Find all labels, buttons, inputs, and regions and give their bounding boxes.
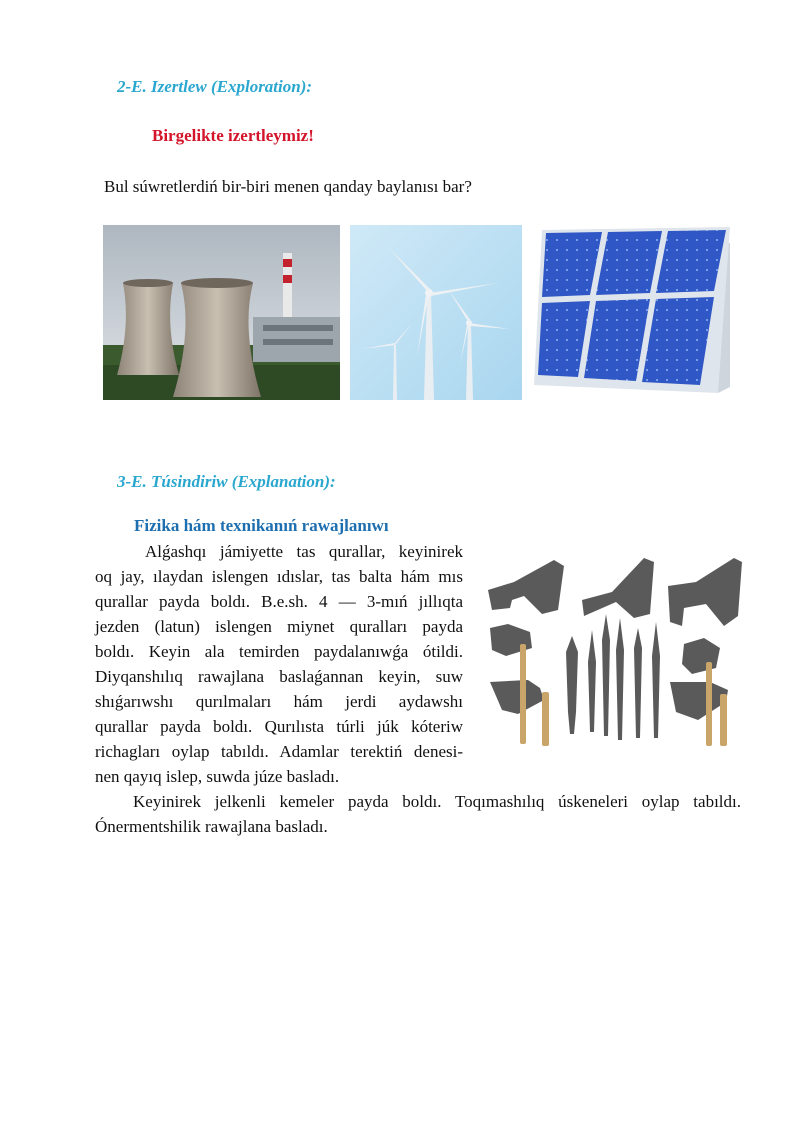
paragraph-line: Diyqanshılıq rawajlana baslaǵannan keyin, suw	[95, 667, 463, 686]
paragraph-line: shıǵarıwshı qurılmaları hám jerdi aydawshı	[95, 692, 463, 711]
paragraph-line: Keyinirek jelkenli kemeler payda boldı. Toqımashılıq úskeneleri oylap tabıldı.	[133, 792, 741, 811]
paragraph-line: oq jay, ılaydan islengen ıdıslar, tas balta hám mıs	[95, 567, 463, 586]
paragraph-line: nen qayıq islep, suwda júze basladı.	[95, 767, 340, 786]
paragraph-line: boldı. Keyin ala temirden paydalanıwǵa ótildi.	[95, 642, 463, 661]
paragraph-line: jezden (latun) islengen miynet quralları payda	[95, 617, 463, 636]
paragraph-line: richagları oylap tabıldı. Adamlar terektiń denesi-	[95, 742, 463, 761]
explanation-subheading: Fizika hám texnikanıń rawajlanıwı	[134, 516, 389, 535]
solar-panels-photo	[532, 225, 732, 400]
explanation-paragraph-2	[95, 789, 741, 839]
explanation-heading: 3-E. Túsindiriw (Explanation):	[117, 472, 336, 491]
paragraph-line: qurallar payda boldı. Qurılısta túrli júk kóteriw	[95, 717, 463, 736]
exploration-heading: 2-E. Izertlew (Exploration):	[117, 77, 313, 96]
exploration-question: Bul súwretlerdiń bir-biri menen qanday baylanısı bar?	[104, 177, 472, 196]
explanation-paragraph-1	[95, 539, 463, 789]
paragraph-line: Alǵashqı jámiyette tas qurallar, keyinirek	[145, 542, 463, 561]
exploration-subheading: Birgelikte izertleymiz!	[152, 126, 314, 145]
ancient-tools-photo	[484, 552, 744, 748]
paragraph-line: qurallar payda boldı. B.e.sh. 4 — 3-mıń jıllıqta	[95, 592, 463, 611]
paragraph-line: Ónermentshilik rawajlana basladı.	[95, 817, 328, 836]
power-plant-photo	[103, 225, 340, 400]
wind-turbines-photo	[350, 225, 522, 400]
